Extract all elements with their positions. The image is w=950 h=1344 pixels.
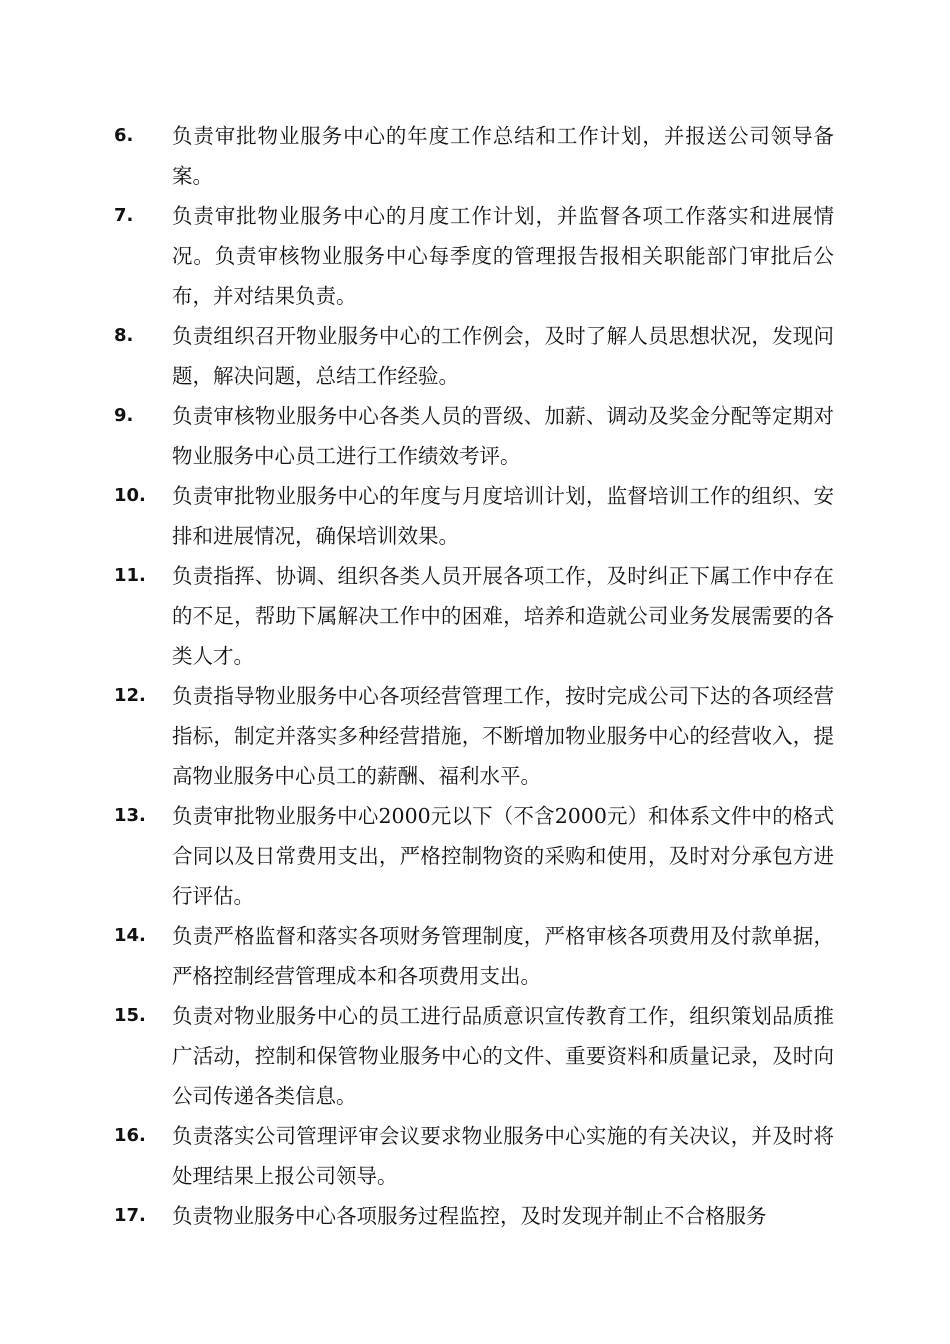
item-text: 负责审批物业服务中心的年度与月度培训计划，监督培训工作的组织、安排和进展情况，确保培训效果。 — [172, 484, 834, 548]
responsibility-list — [114, 116, 844, 1236]
item-number: 16. — [114, 1125, 146, 1146]
list-item — [114, 916, 844, 996]
item-text: 负责审批物业服务中心2000元以下（不含2000元）和体系文件中的格式合同以及日常费用支出，严格控制物资的采购和使用，及时对分承包方进行评估。 — [172, 804, 834, 908]
item-number: 13. — [114, 805, 146, 826]
item-number: 8. — [114, 325, 134, 346]
list-item — [114, 676, 844, 796]
list-item — [114, 476, 844, 556]
item-number: 14. — [114, 925, 146, 946]
item-text: 负责审批物业服务中心的年度工作总结和工作计划，并报送公司领导备案。 — [172, 124, 834, 188]
item-number: 15. — [114, 1005, 146, 1026]
item-text: 负责组织召开物业服务中心的工作例会，及时了解人员思想状况，发现问题，解决问题，总结工作经验。 — [172, 324, 834, 388]
item-text: 负责指导物业服务中心各项经营管理工作，按时完成公司下达的各项经营指标，制定并落实多种经营措施，不断增加物业服务中心的经营收入，提高物业服务中心员工的薪酬、福利水平。 — [172, 684, 834, 788]
item-number: 6. — [114, 125, 134, 146]
item-text: 负责对物业服务中心的员工进行品质意识宣传教育工作，组织策划品质推广活动，控制和保管物业服务中心的文件、重要资料和质量记录，及时向公司传递各类信息。 — [172, 1004, 834, 1108]
list-item — [114, 316, 844, 396]
list-item — [114, 796, 844, 916]
list-item — [114, 116, 844, 196]
list-item — [114, 396, 844, 476]
item-text: 负责审核物业服务中心各类人员的晋级、加薪、调动及奖金分配等定期对物业服务中心员工进行工作绩效考评。 — [172, 404, 834, 468]
item-number: 7. — [114, 205, 134, 226]
item-text: 负责物业服务中心各项服务过程监控，及时发现并制止不合格服务 — [172, 1204, 767, 1228]
item-number: 11. — [114, 565, 146, 586]
list-item — [114, 1196, 844, 1236]
list-item — [114, 996, 844, 1116]
item-number: 12. — [114, 685, 146, 706]
list-item — [114, 1116, 844, 1196]
item-number: 17. — [114, 1205, 146, 1226]
list-item — [114, 556, 844, 676]
item-number: 10. — [114, 485, 146, 506]
item-text: 负责审批物业服务中心的月度工作计划，并监督各项工作落实和进展情况。负责审核物业服务中心每季度的管理报告报相关职能部门审批后公布，并对结果负责。 — [172, 204, 834, 308]
list-item — [114, 196, 844, 316]
item-text: 负责指挥、协调、组织各类人员开展各项工作，及时纠正下属工作中存在的不足，帮助下属解决工作中的困难，培养和造就公司业务发展需要的各类人才。 — [172, 564, 834, 668]
item-number: 9. — [114, 405, 134, 426]
item-text: 负责严格监督和落实各项财务管理制度，严格审核各项费用及付款单据，严格控制经营管理成本和各项费用支出。 — [172, 924, 834, 988]
item-text: 负责落实公司管理评审会议要求物业服务中心实施的有关决议，并及时将处理结果上报公司领导。 — [172, 1124, 834, 1188]
